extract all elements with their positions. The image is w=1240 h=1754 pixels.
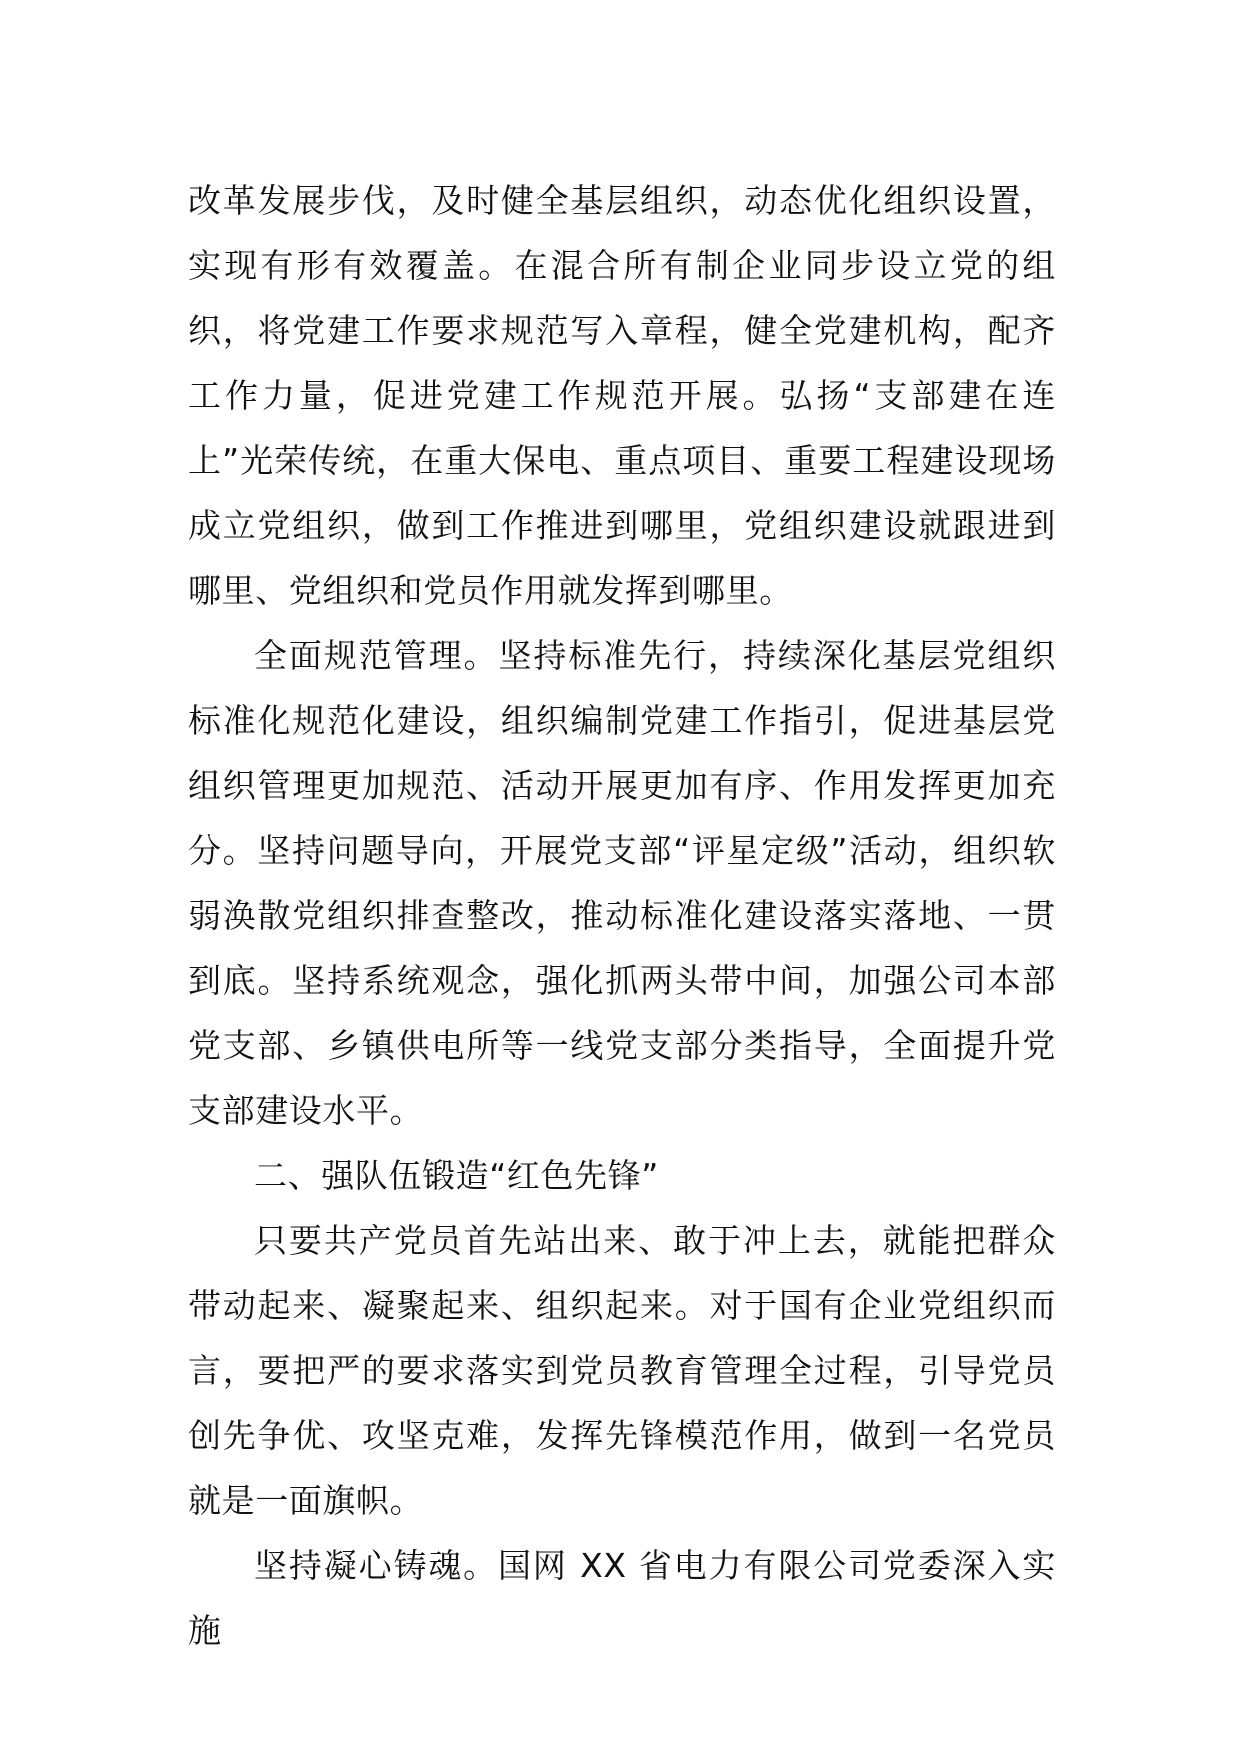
- paragraph-party-members: 只要共产党员首先站出来、敢于冲上去，就能把群众带动起来、凝聚起来、组织起来。对于国有企业党组织而言，要把严的要求落实到党员教育管理全过程，引导党员创先争优、攻坚克难，发挥先锋模范作用，做到一名党员就是一面旗帜。: [188, 1221, 1056, 1520]
- paragraph-soul-casting: 坚持凝心铸魂。国网 XX 省电力有限公司党委深入实施: [188, 1546, 1056, 1650]
- paragraph-continuation: 改革发展步伐，及时健全基层组织，动态优化组织设置，实现有形有效覆盖。在混合所有制企业同步设立党的组织，将党建工作要求规范写入章程，健全党建机构，配齐工作力量，促进党建工作规范开展。弘扬“支部建在连上”光荣传统，在重大保电、重点项目、重要工程建设现场成立党组织，做到工作推进到哪里，党组织建设就跟进到哪里、党组织和党员作用就发挥到哪里。: [188, 181, 1056, 610]
- paragraph-standardized-management: 全面规范管理。坚持标准先行，持续深化基层党组织标准化规范化建设，组织编制党建工作指引，促进基层党组织管理更加规范、活动开展更加有序、作用发挥更加充分。坚持问题导向，开展党支部“评星定级”活动，组织软弱涣散党组织排查整改，推动标准化建设落实落地、一贯到底。坚持系统观念，强化抓两头带中间，加强公司本部党支部、乡镇供电所等一线党支部分类指导，全面提升党支部建设水平。: [188, 636, 1056, 1130]
- document-body: [188, 168, 1056, 1663]
- section-heading-red-vanguard: 二、强队伍锻造“红色先锋”: [254, 1156, 659, 1195]
